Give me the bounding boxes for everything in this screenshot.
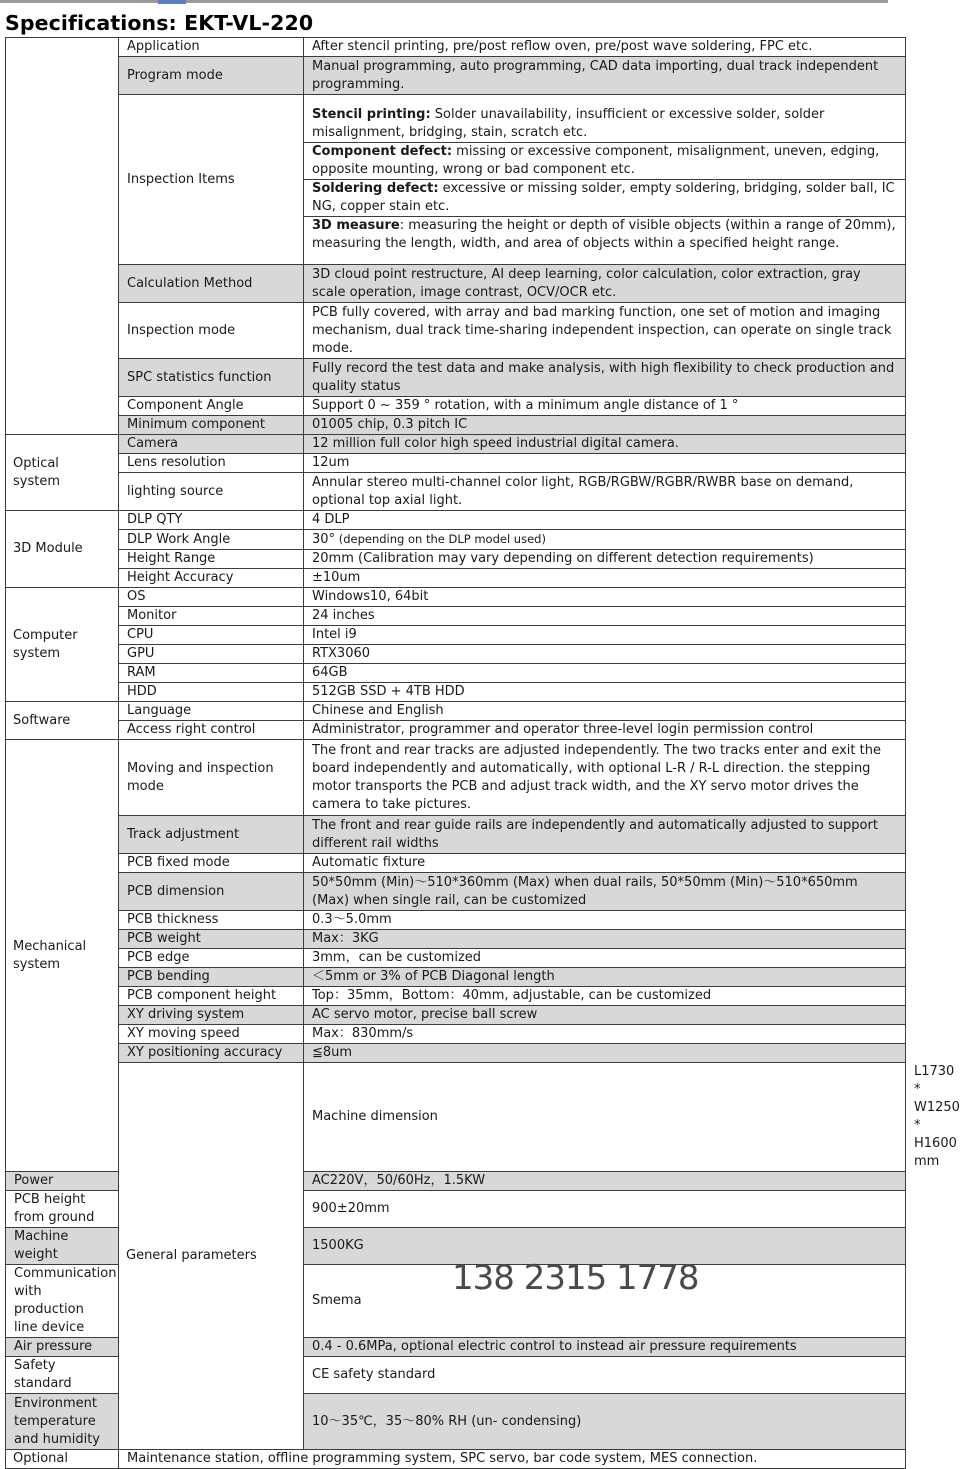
category-cell: DLP Work Angle bbox=[119, 530, 304, 550]
inspection-item bbox=[304, 179, 905, 216]
value-cell: AC220V，50/60Hz，1.5KW bbox=[304, 1172, 906, 1191]
category-cell: Component Angle bbox=[119, 397, 304, 416]
value-cell: ±10um bbox=[304, 569, 906, 588]
group-cell: Computer system bbox=[6, 588, 119, 702]
value-cell bbox=[304, 530, 906, 550]
phone-watermark: 138 2315 1778 bbox=[452, 1258, 699, 1298]
value-cell: Manual programming, auto programming, CAD data importing, dual track independent programming. bbox=[304, 57, 906, 95]
category-cell: Application bbox=[119, 38, 304, 57]
category-cell: XY moving speed bbox=[119, 1025, 304, 1044]
group-cell: Optical system bbox=[6, 435, 119, 511]
group-cell: Mechanical system bbox=[6, 740, 119, 1172]
category-cell: PCB height from ground bbox=[6, 1191, 119, 1228]
group-cell: General parameters bbox=[119, 1063, 304, 1450]
category-cell: PCB thickness bbox=[119, 911, 304, 930]
category-cell: GPU bbox=[119, 645, 304, 664]
value-cell: Max：3KG bbox=[304, 930, 906, 949]
category-cell: PCB dimension bbox=[119, 873, 304, 911]
value-cell: 20mm (Calibration may vary depending on different detection requirements) bbox=[304, 550, 906, 569]
value-cell: PCB fully covered, with array and bad marking function, one set of motion and imaging mechanism, dual track time-sharing independent inspection, can operate on single track mode. bbox=[304, 303, 906, 359]
category-cell: Machine dimension bbox=[304, 1063, 906, 1172]
value-cell: After stencil printing, pre/post reflow oven, pre/post wave soldering, FPC etc. bbox=[304, 38, 906, 57]
category-cell: Inspection mode bbox=[119, 303, 304, 359]
value-cell: Annular stereo multi-channel color light, RGB/RGBW/RGBR/RWBR base on demand, optional top axial light. bbox=[304, 473, 906, 511]
group-cell bbox=[6, 38, 119, 435]
top-rule bbox=[0, 0, 888, 3]
value-cell: Windows10, 64bit bbox=[304, 588, 906, 607]
value-cell: 4 DLP bbox=[304, 511, 906, 530]
category-cell: Air pressure bbox=[6, 1338, 119, 1357]
category-cell: PCB component height bbox=[119, 987, 304, 1006]
value-cell: 64GB bbox=[304, 664, 906, 683]
value-cell: Automatic fixture bbox=[304, 854, 906, 873]
category-cell: PCB edge bbox=[119, 949, 304, 968]
value-cell: 3mm，can be customized bbox=[304, 949, 906, 968]
item-text: missing or excessive component, misalignment, uneven, edging, opposite mounting, wrong or bad component etc. bbox=[312, 144, 880, 177]
item-heading: 3D measure bbox=[312, 218, 400, 233]
category-cell: PCB fixed mode bbox=[119, 854, 304, 873]
page-title: Specifications: EKT-VL-220 bbox=[5, 11, 314, 35]
value-cell: ＜5mm or 3% of PCB Diagonal length bbox=[304, 968, 906, 987]
item-text: Solder unavailability, insufficient or excessive solder, solder misalignment, bridging, stain, scratch etc. bbox=[312, 107, 825, 140]
value-cell: 01005 chip, 0.3 pitch IC bbox=[304, 416, 906, 435]
value-cell: 0.3～5.0mm bbox=[304, 911, 906, 930]
value-cell: 1500KG bbox=[304, 1228, 906, 1265]
category-cell: Communication with production line device bbox=[6, 1265, 119, 1338]
value-cell: 24 inches bbox=[304, 607, 906, 626]
value-cell: AC servo motor, precise ball screw bbox=[304, 1006, 906, 1025]
value-cell: Support 0 ~ 359 ° rotation, with a minimum angle distance of 1 ° bbox=[304, 397, 906, 416]
angle-value: 30° bbox=[312, 532, 336, 547]
category-cell: Safety standard bbox=[6, 1357, 119, 1394]
category-cell: Machine weight bbox=[6, 1228, 119, 1265]
value-cell bbox=[304, 1258, 906, 1338]
value-cell: 0.4 - 0.6MPa, optional electric control to instead air pressure requirements bbox=[304, 1338, 906, 1357]
item-heading: Component defect: bbox=[312, 144, 453, 159]
value-cell: Maintenance station, offline programming system, SPC servo, bar code system, MES connection. bbox=[119, 1450, 906, 1469]
group-cell: 3D Module bbox=[6, 511, 119, 588]
category-cell: Monitor bbox=[119, 607, 304, 626]
category-cell: Access right control bbox=[119, 721, 304, 740]
item-heading: Soldering defect: bbox=[312, 181, 439, 196]
category-cell: Language bbox=[119, 702, 304, 721]
value-cell: Administrator, programmer and operator three-level login permission control bbox=[304, 721, 906, 740]
comm-value: Smema bbox=[312, 1293, 362, 1308]
value-cell: 50*50mm (Min)～510*360mm (Max) when dual rails, 50*50mm (Min)～510*650mm (Max) when single rail, can be customized bbox=[304, 873, 906, 911]
value-cell: Intel i9 bbox=[304, 626, 906, 645]
value-cell: 3D cloud point restructure, AI deep learning, color calculation, color extraction, gray scale operation, image contrast, OCV/OCR etc. bbox=[304, 265, 906, 303]
category-cell: SPC statistics function bbox=[119, 359, 304, 397]
category-cell: DLP QTY bbox=[119, 511, 304, 530]
inspection-item bbox=[304, 142, 905, 179]
category-cell: PCB weight bbox=[119, 930, 304, 949]
value-cell: 900±20mm bbox=[304, 1191, 906, 1228]
value-cell: Fully record the test data and make analysis, with high flexibility to check production and quality status bbox=[304, 359, 906, 397]
value-cell: Top：35mm，Bottom：40mm, adjustable, can be customized bbox=[304, 987, 906, 1006]
category-cell: RAM bbox=[119, 664, 304, 683]
category-cell: XY positioning accuracy bbox=[119, 1044, 304, 1063]
item-text: excessive or missing solder, empty soldering, bridging, solder ball, IC NG, copper stain etc. bbox=[312, 181, 895, 214]
category-cell: Height Range bbox=[119, 550, 304, 569]
item-text: : measuring the height or depth of visible objects (within a range of 20mm), measuring the length, width, and area of objects within a specified height range. bbox=[312, 218, 896, 251]
category-cell: OS bbox=[119, 588, 304, 607]
value-cell bbox=[304, 95, 906, 265]
category-cell: PCB bending bbox=[119, 968, 304, 987]
inspection-item bbox=[304, 216, 905, 253]
value-cell: RTX3060 bbox=[304, 645, 906, 664]
category-cell: Track adjustment bbox=[119, 816, 304, 854]
value-cell: The front and rear guide rails are independently and automatically adjusted to support different rail widths bbox=[304, 816, 906, 854]
category-cell: Power bbox=[6, 1172, 119, 1191]
inspection-item bbox=[304, 106, 905, 142]
category-cell: Inspection Items bbox=[119, 95, 304, 265]
value-cell: 12 million full color high speed industrial digital camera. bbox=[304, 435, 906, 454]
value-cell: ≦8um bbox=[304, 1044, 906, 1063]
top-rule-accent bbox=[158, 0, 186, 4]
category-cell: HDD bbox=[119, 683, 304, 702]
item-heading: Stencil printing: bbox=[312, 107, 431, 122]
category-cell: Calculation Method bbox=[119, 265, 304, 303]
value-cell: 512GB SSD + 4TB HDD bbox=[304, 683, 906, 702]
category-cell: Lens resolution bbox=[119, 454, 304, 473]
value-cell: 12um bbox=[304, 454, 906, 473]
category-cell: lighting source bbox=[119, 473, 304, 511]
category-cell: Environment temperature and humidity bbox=[6, 1394, 119, 1450]
value-cell: CE safety standard bbox=[304, 1357, 906, 1394]
group-cell: Optional bbox=[6, 1450, 119, 1469]
angle-note: (depending on the DLP model used) bbox=[335, 532, 546, 546]
category-cell: Camera bbox=[119, 435, 304, 454]
category-cell: XY driving system bbox=[119, 1006, 304, 1025]
category-cell: Moving and inspection mode bbox=[119, 740, 304, 816]
category-cell: Height Accuracy bbox=[119, 569, 304, 588]
value-cell: Max：830mm/s bbox=[304, 1025, 906, 1044]
category-cell: Program mode bbox=[119, 57, 304, 95]
group-cell: Software bbox=[6, 702, 119, 740]
value-cell: 10～35℃，35～80% RH (un- condensing) bbox=[304, 1394, 906, 1450]
spec-table: Application After stencil printing, pre/post reflow oven, pre/post wave soldering, FPC etc. Program mode Manual programming, auto programming, CAD data importing, dual track independent programming. Inspection Items Stencil printing: Solder unavailability, insufficient or excessive solder, solder misalignment, bridging, stain, scratch etc. Component defect: missing or excessive component, misalignment, uneven, edging, opposite mounting, wrong or bad component etc. Soldering defect: excessive or missing solder, empty soldering, bridging, solder ball, IC NG, copper stain etc. 3D measure: measuring the height or depth of visible objects (within a range of 20mm), measuring the length, width, and area of objects within a specified height range. Calculation Method 3D cloud point restructure, AI deep learning, color calculation, color extraction, gray scale operation, image contrast, OCV/OCR etc. Inspection mode PCB fully covered, with array and bad marking function, one set of motion and imaging mechanism, dual track time-sharing independent inspection, can operate on single track mode. SPC statistics function Fully record the test data and make analysis, with high flexibility to check production and quality status Component Angle Support 0 ~ 359 ° rotation, with a minimum angle distance of 1 ° Minimum component 01005 chip, 0.3 pitch IC Optical system Camera 12 million full color high speed industrial digital camera. Lens resolution 12um lighting source Annular stereo multi-channel color light, RGB/RGBW/RGBR/RWBR base on demand, optional top axial light. 3D Module DLP QTY 4 DLP DLP Work Angle 30° (depending on the DLP model used) Height Range 20mm (Calibration may vary depending on different detection requirements) Height Accuracy ±10um Computer system OS Windows10, 64bit Monitor 24 inches CPU Intel i9 GPU RTX3060 RAM 64GB HDD 512GB SSD + 4TB HDD Software Language Chinese and English Access right control Administrator, programmer and operator three-level login permission control Mechanical system Moving and inspection mode The front and rear tracks are adjusted independently. The two tracks enter and exit the board independently and automatically, with optional L-R / R-L direction. the stepping motor transports the PCB and adjust track width, and the XY servo motor drives the camera to take pictures. Track adjustment The front and rear guide rails are independently and automatically adjusted to support different rail widths PCB fixed mode Automatic fixture PCB dimension 50*50mm (Min)～510*360mm (Max) when dual rails, 50*50mm (Min)～510*650mm (Max) when single rail, can be customized PCB thickness 0.3～5.0mm PCB weight Max：3KG PCB edge 3mm，can be customized PCB bending ＜5mm or 3% of PCB Diagonal length PCB component height Top：35mm，Bottom：40mm, adjustable, can be customized XY driving system AC servo motor, precise ball screw XY moving speed Max：830mm/s XY positioning accuracy ≦8um General parameters Machine dimension L1730 * W1250 * H1600 mm Power AC220V，50/60Hz，1.5KW PCB height from ground 900±20mm Machine weight 1500KG Communication with production line device Smema 138 2315 1778 Air pressure 0.4 - 0.6MPa, optional electric control to instead air pressure requirements Safety standard CE safety standard Environment temperature and humidity 10～35℃，35～80% RH (un- condensing) Optional Maintenance station, offline programming system, SPC servo, bar code system, MES connection. bbox=[5, 37, 906, 1469]
value-cell: The front and rear tracks are adjusted independently. The two tracks enter and exit the board independently and automatically, with optional L-R / R-L direction. the stepping motor transports the PCB and adjust track width, and the XY servo motor drives the camera to take pictures. bbox=[304, 740, 906, 816]
value-cell: Chinese and English bbox=[304, 702, 906, 721]
category-cell: CPU bbox=[119, 626, 304, 645]
category-cell: Minimum component bbox=[119, 416, 304, 435]
